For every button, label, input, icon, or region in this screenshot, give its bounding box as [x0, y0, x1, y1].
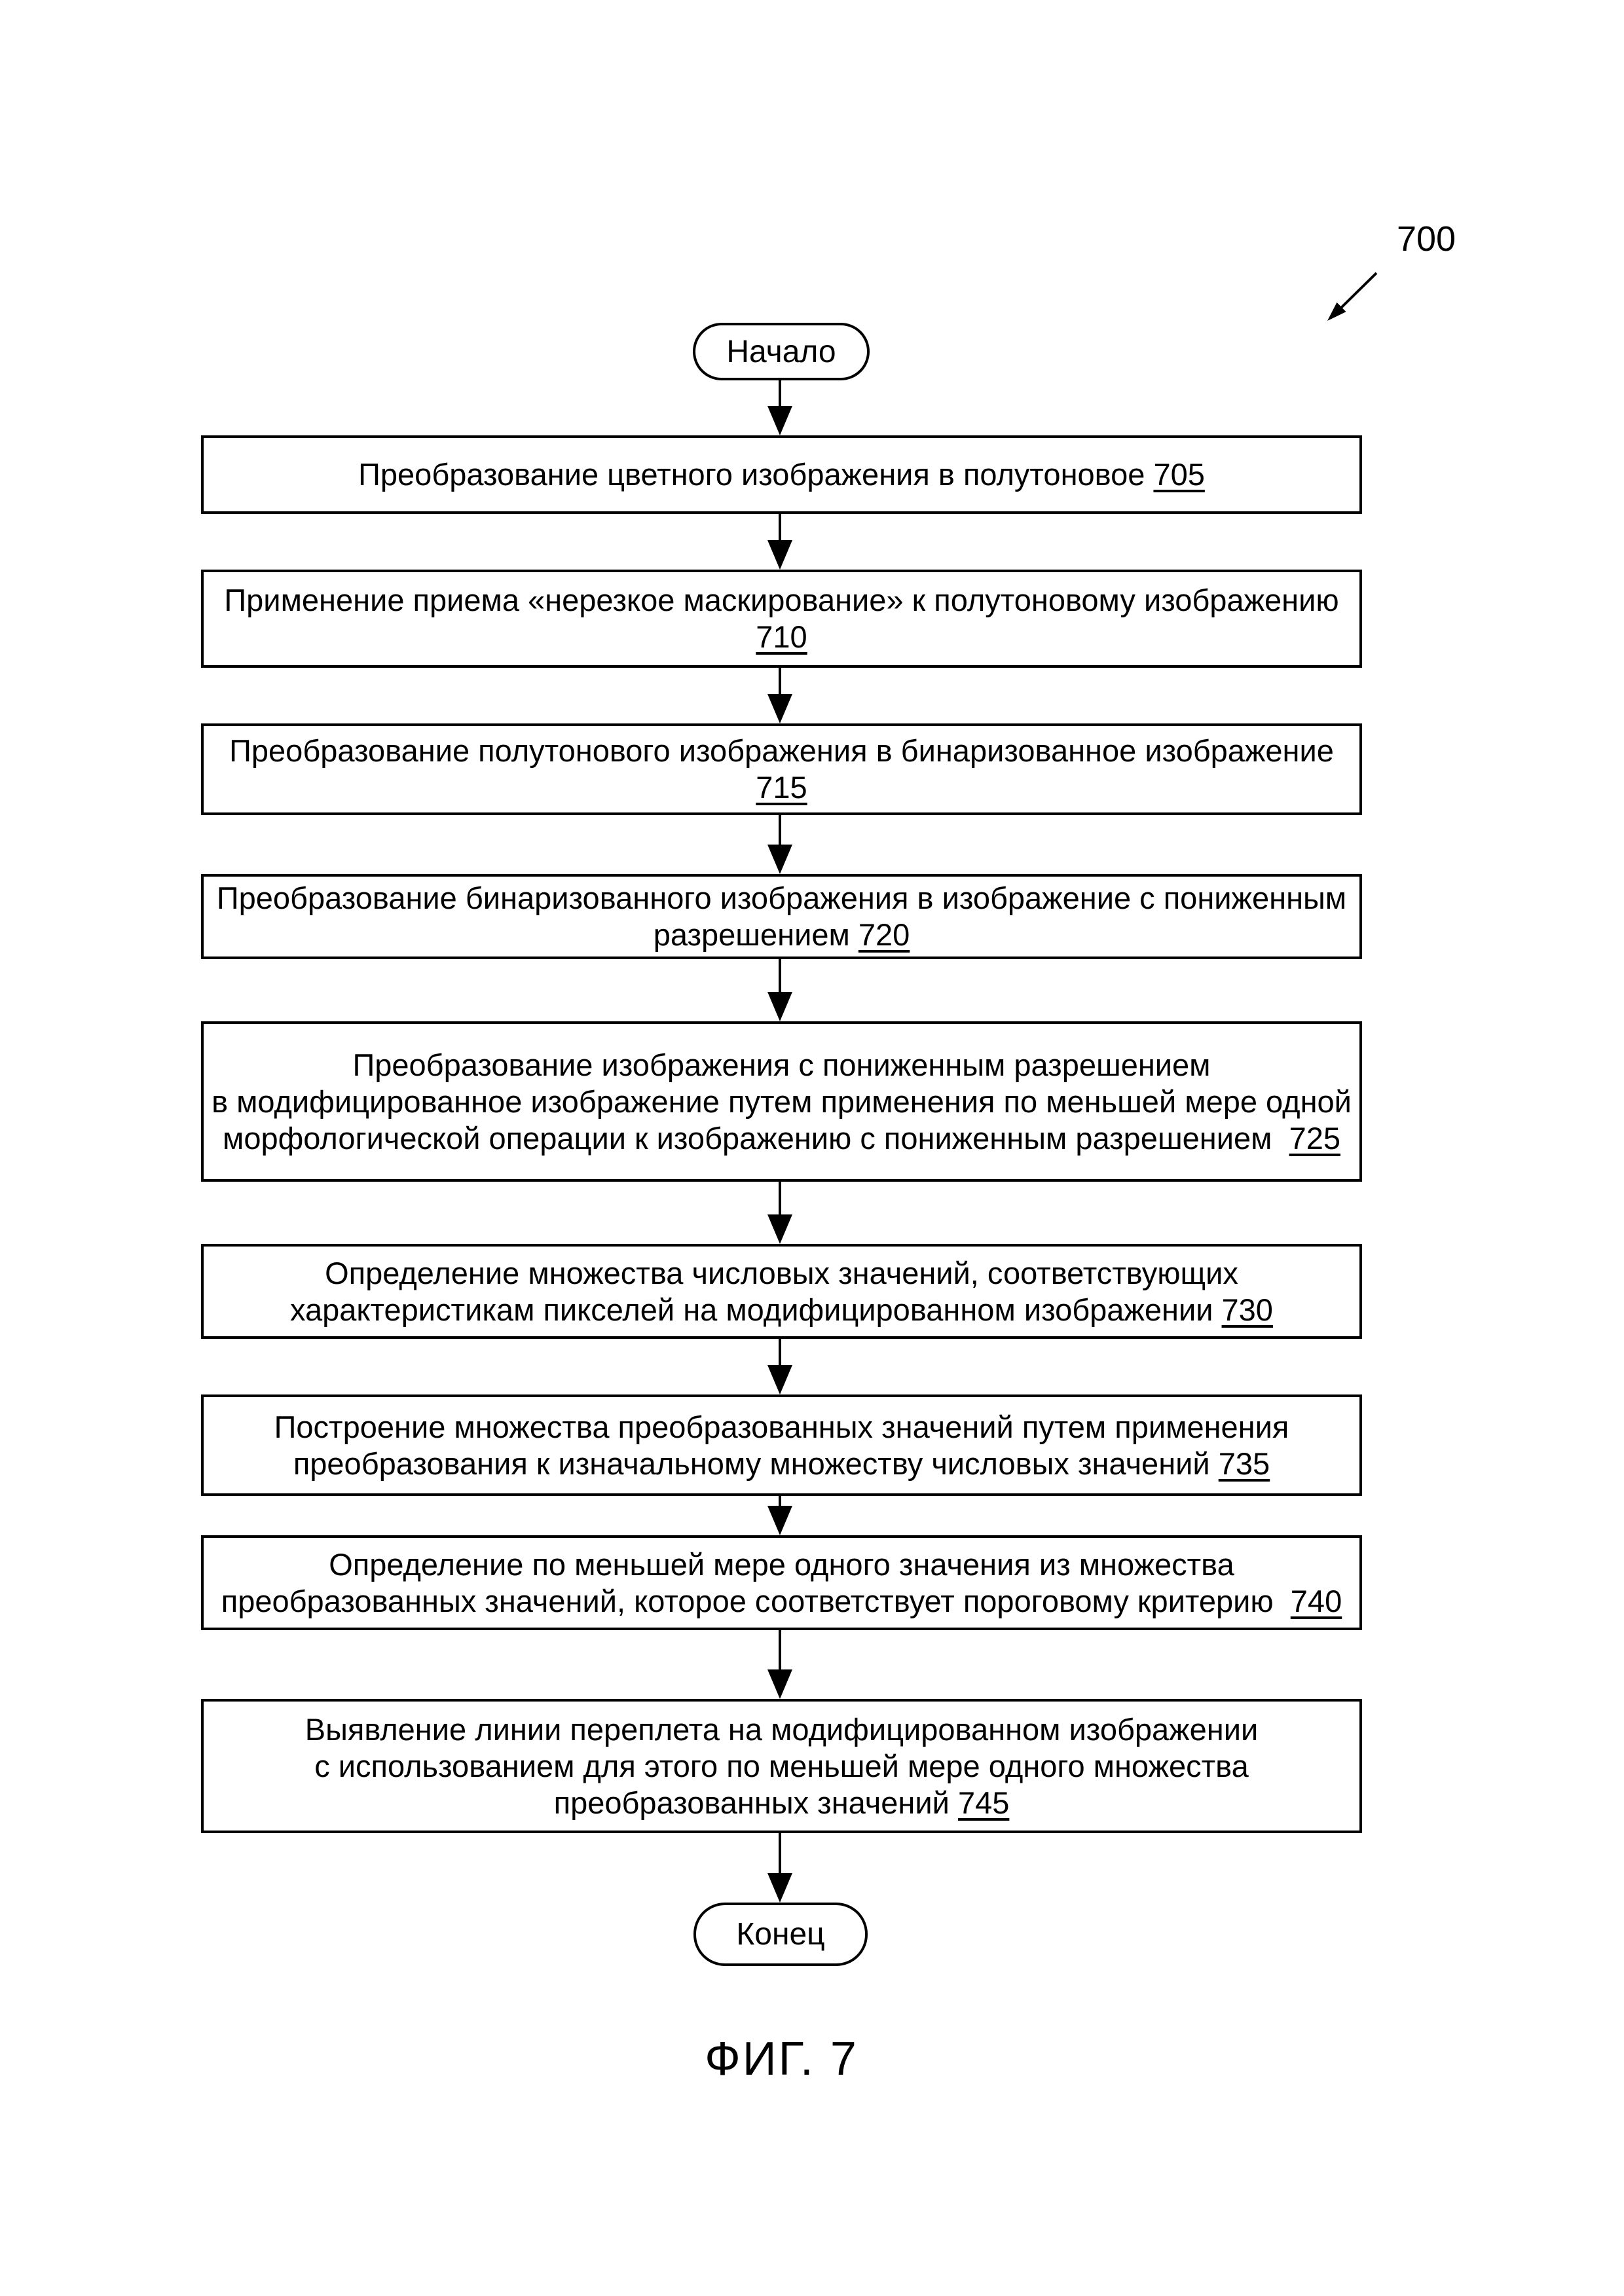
- arrow-head-icon: [767, 694, 792, 723]
- arrow-head-icon: [767, 1506, 792, 1535]
- arrow-shaft: [779, 1182, 781, 1214]
- step-box-735: [201, 1394, 1362, 1496]
- step-735: [204, 1409, 1359, 1482]
- step-number: 745: [957, 1785, 1010, 1820]
- figure-reference-number: 700: [1396, 219, 1456, 259]
- flow-arrow: [767, 1833, 793, 1903]
- step-number: 740: [1290, 1583, 1342, 1618]
- step-number: 730: [1221, 1292, 1273, 1327]
- step-box-740: [201, 1535, 1362, 1630]
- step-number: 735: [1218, 1446, 1270, 1481]
- arrow-shaft: [779, 668, 781, 694]
- start-terminal-label: Начало: [726, 334, 836, 369]
- arrow-shaft: [779, 815, 781, 845]
- step-text: Определение множества числовых значений, соответствующих характеристикам пикселей на модифицированном изображении: [290, 1255, 1238, 1327]
- step-text: Преобразование полутонового изображения в бинаризованное изображение: [229, 733, 1334, 768]
- flow-arrow: [767, 514, 793, 570]
- step-720: [204, 880, 1359, 953]
- step-box-705: [201, 435, 1362, 514]
- step-745: [204, 1711, 1359, 1821]
- step-text: Построение множества преобразованных значений путем применения преобразования к изначальному множеству числовых значений: [274, 1409, 1289, 1481]
- step-number: 725: [1289, 1120, 1340, 1156]
- step-text: Преобразование бинаризованного изображения в изображение с пониженным разрешением: [216, 881, 1347, 952]
- step-box-730: [201, 1244, 1362, 1339]
- flow-arrow: [767, 380, 793, 435]
- step-text: Применение приема «нерезкое маскирование» к полутоновому изображению: [224, 583, 1339, 617]
- arrow-shaft: [779, 1496, 781, 1506]
- start-terminal: [693, 323, 870, 380]
- arrow-shaft: [779, 514, 781, 540]
- figure-caption: ФИГ. 7: [705, 2033, 858, 2085]
- arrow-head-icon: [767, 1365, 792, 1394]
- arrow-shaft: [779, 380, 781, 406]
- arrow-head-icon: [767, 845, 792, 874]
- step-740: [204, 1546, 1359, 1620]
- step-number: 705: [1153, 457, 1205, 492]
- arrow-head-icon: [767, 1214, 792, 1244]
- arrow-head-icon: [767, 1873, 792, 1903]
- step-text: Определение по меньшей мере одного значения из множества преобразованных значений, которое соответствует пороговому критерию: [221, 1546, 1274, 1618]
- arrow-head-icon: [767, 992, 792, 1021]
- arrow-head-icon: [767, 1669, 792, 1699]
- step-box-720: [201, 874, 1362, 959]
- step-box-715: [201, 723, 1362, 815]
- step-705: [204, 456, 1359, 493]
- arrow-shaft: [779, 1339, 781, 1365]
- arrow-shaft: [779, 1833, 781, 1873]
- flow-arrow: [767, 668, 793, 723]
- step-number: 720: [858, 917, 910, 952]
- flow-arrow: [767, 959, 793, 1021]
- flow-arrow: [767, 1496, 793, 1535]
- arrow-shaft: [779, 1630, 781, 1669]
- step-725: [204, 1047, 1359, 1157]
- arrow-shaft: [779, 959, 781, 992]
- flow-arrow: [767, 1339, 793, 1394]
- step-text: Выявление линии переплета на модифицированном изображении с использованием для этого по меньшей мере одного множества преобразованных значений: [304, 1711, 1259, 1820]
- step-number: 710: [756, 619, 807, 654]
- reference-pointer-arrow-icon: [1316, 265, 1382, 331]
- flow-arrow: [767, 1630, 793, 1699]
- arrow-head-icon: [767, 540, 792, 570]
- arrow-head-icon: [767, 406, 792, 435]
- step-box-725: [201, 1021, 1362, 1182]
- step-715: [204, 733, 1359, 806]
- step-number: 715: [756, 770, 807, 805]
- end-terminal: [693, 1903, 868, 1966]
- step-730: [204, 1255, 1359, 1328]
- step-text: Преобразование цветного изображения в полутоновое: [358, 457, 1154, 492]
- step-box-745: [201, 1699, 1362, 1833]
- step-text: Преобразование изображения с пониженным разрешением в модифицированное изображение путем применения по меньшей мере одной морфологической операции к изображению с пониженным разрешением: [212, 1047, 1352, 1156]
- end-terminal-label: Конец: [736, 1917, 825, 1952]
- flow-arrow: [767, 1182, 793, 1244]
- flow-arrow: [767, 815, 793, 874]
- step-710: [204, 582, 1359, 655]
- step-box-710: [201, 570, 1362, 668]
